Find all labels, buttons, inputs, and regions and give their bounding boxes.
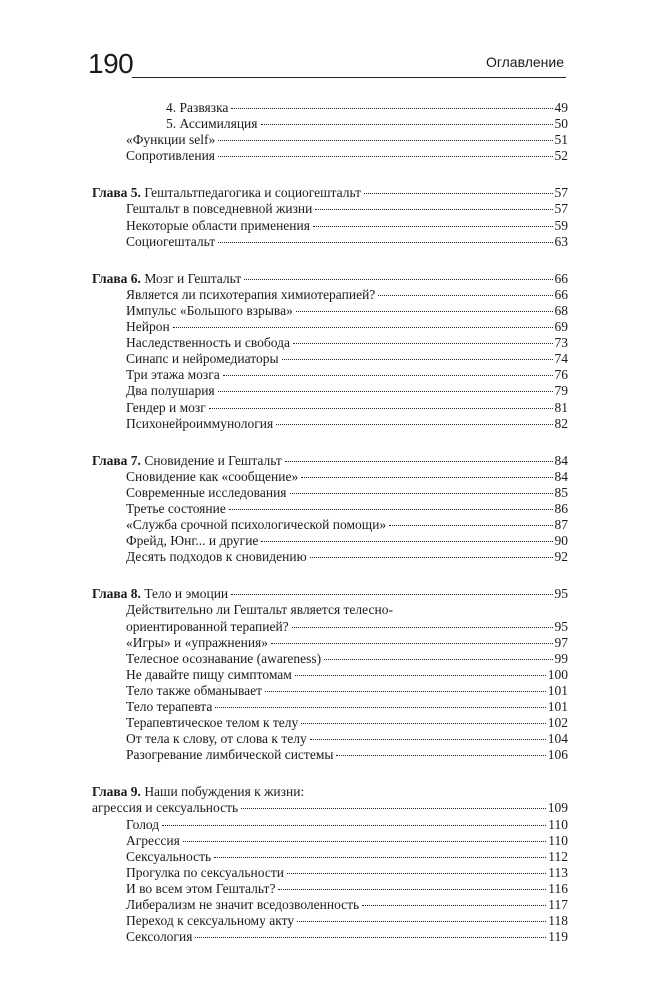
toc-entry-text: Наши побуждения к жизни:	[140, 784, 305, 800]
toc-entry-line	[92, 116, 568, 132]
toc-entry-line	[92, 416, 568, 432]
toc-entry-text: Является ли психотерапия химиотерапией?	[126, 286, 376, 302]
toc-block	[92, 271, 568, 432]
block-gap	[92, 565, 568, 586]
toc-entry-text: Сексуальность	[126, 848, 212, 864]
toc-entry-text: 4. Развязка	[166, 100, 229, 115]
toc-entry-text: Два полушария	[126, 383, 215, 399]
dot-leader	[292, 627, 553, 628]
toc-entry-text: Прогулка по сексуальности	[126, 864, 284, 880]
toc-entry-line	[92, 303, 568, 319]
toc-entry-label	[126, 416, 273, 432]
toc-entry-text: Гештальтпедагогика и социогештальт	[140, 185, 362, 201]
toc-entry-line	[92, 699, 568, 715]
dot-leader	[183, 841, 546, 842]
dot-leader	[293, 343, 552, 344]
toc-page-number: 110	[548, 832, 568, 848]
toc-entry-label	[126, 683, 262, 699]
toc-entry-line	[92, 218, 568, 234]
toc-chapter-line	[92, 784, 568, 800]
dot-leader	[276, 424, 552, 425]
toc-entry-line	[92, 897, 568, 913]
toc-entry-label	[126, 731, 307, 747]
toc-page-number: 95	[554, 586, 568, 602]
toc-entry-text: Сексология	[126, 929, 193, 945]
toc-entry-line	[92, 485, 568, 501]
toc-entry-text: Телесное осознавание (awareness)	[126, 650, 322, 666]
toc-page-number: 73	[554, 335, 568, 351]
dot-leader	[290, 493, 553, 494]
page-number: 190	[88, 48, 134, 79]
toc-page-number: 95	[554, 618, 568, 634]
toc-page-number: 104	[547, 731, 568, 747]
toc-page-number: 113	[548, 864, 568, 880]
toc-page-number: 110	[548, 816, 568, 832]
dot-leader	[310, 557, 553, 558]
toc-entry-line	[92, 319, 568, 335]
toc-entry-label	[126, 667, 292, 683]
toc-entry-label	[126, 287, 375, 303]
toc-page-number: 74	[554, 351, 568, 367]
toc-entry-text: Гендер и мозг	[126, 399, 206, 415]
block-gap	[92, 164, 568, 185]
toc-page-number: 57	[554, 185, 568, 201]
dot-leader	[218, 242, 552, 243]
toc-entry-text: Терапевтическое телом к телу	[126, 715, 299, 731]
toc-page-number: 76	[554, 367, 568, 383]
toc-page-number: 49	[554, 100, 568, 115]
toc-page-number: 117	[548, 897, 568, 913]
toc-entry-text: Сновидение и Гештальт	[140, 452, 282, 468]
toc-entry-line	[92, 602, 568, 618]
toc-page-number: 109	[547, 800, 568, 816]
toc-page-number: 100	[547, 666, 568, 682]
toc-entry-text: Десять подходов к сновидению	[126, 549, 307, 565]
toc-page-number: 106	[547, 747, 568, 763]
toc-entry-label	[126, 849, 211, 865]
dot-leader	[278, 889, 546, 890]
toc-page-number: 87	[554, 517, 568, 533]
toc-entry-text: Тело также обманывает	[126, 682, 263, 698]
toc-entry-text: Наследственность и свобода	[126, 335, 291, 351]
toc-entry-line	[92, 731, 568, 747]
toc-entry-line	[92, 400, 568, 416]
dot-leader	[389, 525, 552, 526]
dot-leader	[261, 541, 552, 542]
toc-entry-line	[92, 549, 568, 565]
toc-entry-label	[126, 833, 180, 849]
toc-page-number: 101	[547, 699, 568, 714]
dot-leader	[209, 408, 553, 409]
header-rule	[132, 77, 566, 78]
toc-entry-text: Социогештальт	[126, 233, 216, 249]
toc-entry-line	[92, 132, 568, 148]
toc-entry-line	[92, 817, 568, 833]
dot-leader	[364, 193, 552, 194]
toc-entry-text: Действительно ли Гештальт является телесно-	[126, 602, 393, 618]
toc-page-number: 99	[554, 650, 568, 666]
toc-entry-text: «Функции self»	[126, 132, 216, 148]
toc-entry-line	[92, 335, 568, 351]
toc-page-number: 92	[554, 549, 568, 565]
toc-entry-line	[92, 683, 568, 699]
chapter-prefix: Глава 9.	[92, 784, 141, 800]
toc-page-number: 84	[554, 452, 568, 468]
toc-entry-label	[166, 100, 228, 116]
toc-entry-line	[92, 913, 568, 929]
toc-entry-text: Фрейд, Юнг... и другие	[126, 533, 259, 549]
toc-entry-line	[92, 715, 568, 731]
toc-entry-text: Гештальт в повседневной жизни	[126, 201, 313, 217]
toc-entry-line	[92, 201, 568, 217]
toc-chapter-line	[92, 586, 568, 602]
dot-leader	[261, 124, 553, 125]
toc-entry-line	[92, 833, 568, 849]
toc-page-number: 101	[547, 682, 568, 698]
toc-entry-text: Не давайте пищу симптомам	[126, 666, 292, 682]
toc-entry-label	[126, 218, 310, 234]
dot-leader	[297, 921, 546, 922]
toc-entry-label	[126, 201, 312, 217]
toc-entry-text: Сновидение как «сообщение»	[126, 468, 299, 484]
toc-page-number: 81	[554, 399, 568, 415]
toc-entry-text: Тело и эмоции	[140, 586, 229, 602]
toc-entry-line	[92, 367, 568, 383]
toc-entry-label	[92, 800, 238, 816]
dot-leader	[301, 477, 552, 478]
dot-leader	[229, 509, 553, 510]
toc-entry-line	[92, 100, 568, 116]
toc-entry-line	[92, 635, 568, 651]
toc-entry-line	[92, 667, 568, 683]
toc-entry-label	[92, 185, 361, 201]
toc-entry-text: Мозг и Гештальт	[140, 270, 242, 286]
chapter-prefix: Глава 6.	[92, 270, 141, 286]
toc-chapter-line	[92, 185, 568, 201]
toc-entry-line	[92, 383, 568, 399]
toc-entry-label	[126, 485, 287, 501]
toc-entry-line	[92, 351, 568, 367]
toc-entry-label	[126, 319, 170, 335]
dot-leader	[265, 691, 546, 692]
toc-entry-label	[126, 602, 393, 618]
toc-entry-line	[92, 287, 568, 303]
toc-entry-line	[92, 469, 568, 485]
toc-page-number: 86	[554, 500, 568, 516]
toc-entry-label	[126, 234, 215, 250]
dot-leader	[287, 873, 546, 874]
toc-entry-label	[126, 865, 284, 881]
toc-entry-label	[126, 897, 359, 913]
toc-entry-label	[126, 881, 275, 897]
toc-entry-line	[92, 501, 568, 517]
toc-page-number: 118	[548, 913, 568, 929]
dot-leader	[173, 327, 553, 328]
toc-entry-label	[92, 784, 304, 800]
toc-page-number: 102	[547, 715, 568, 731]
toc-entry-label	[126, 715, 298, 731]
toc-entry-text: агрессия и сексуальность	[92, 800, 239, 816]
toc-entry-label	[126, 635, 268, 651]
dot-leader	[218, 391, 553, 392]
toc-entry-text: Голод	[126, 816, 160, 832]
toc-page-number: 90	[554, 533, 568, 549]
toc-page-number: 116	[548, 880, 568, 896]
toc-page-number: 50	[554, 116, 568, 132]
toc-entry-label	[126, 400, 206, 416]
dot-leader	[214, 857, 546, 858]
toc-page-number: 97	[554, 634, 568, 650]
toc-page-number: 66	[554, 286, 568, 302]
toc-entry-text: «Служба срочной психологической помощи»	[126, 517, 387, 533]
toc-entry-label	[126, 351, 279, 367]
toc-entry-label	[126, 303, 293, 319]
dot-leader	[315, 209, 552, 210]
dot-leader	[231, 594, 552, 595]
toc-entry-text: Нейрон	[126, 319, 170, 335]
toc-entry-label	[126, 533, 258, 549]
dot-leader	[285, 461, 553, 462]
toc-block	[92, 185, 568, 249]
dot-leader	[324, 659, 552, 660]
toc-page-number: 52	[554, 148, 568, 164]
toc-page-number: 79	[554, 383, 568, 399]
toc-entry-text: Психонейроиммунология	[126, 415, 274, 431]
toc-entry-line	[92, 619, 568, 635]
toc-entry-text: Синапс и нейромедиаторы	[126, 351, 279, 367]
toc-entry-text: Разогревание лимбической системы	[126, 747, 334, 763]
toc-entry-label	[126, 817, 159, 833]
toc-entry-label	[92, 453, 282, 469]
toc-entry-text: От тела к слову, от слова к телу	[126, 731, 307, 747]
toc-entry-text: Некоторые области применения	[126, 217, 310, 233]
toc-page-number: 85	[554, 484, 568, 500]
toc-page-number: 82	[554, 415, 568, 431]
dot-leader	[296, 311, 553, 312]
toc-entry-label	[92, 271, 241, 287]
toc-entry-text: Сопротивления	[126, 148, 216, 164]
dot-leader	[218, 140, 552, 141]
toc-entry-line	[92, 517, 568, 533]
toc-entry-line	[92, 849, 568, 865]
toc-entry-line	[92, 533, 568, 549]
toc-entry-text: ориентированной терапией?	[126, 618, 289, 634]
toc-block	[92, 100, 568, 164]
chapter-prefix: Глава 7.	[92, 452, 141, 468]
toc-entry-label	[126, 651, 321, 667]
block-gap	[92, 250, 568, 271]
toc-entry-line	[92, 148, 568, 164]
toc-entry-label	[126, 469, 298, 485]
chapter-prefix: Глава 5.	[92, 185, 141, 201]
dot-leader	[218, 156, 552, 157]
toc-chapter-line	[92, 453, 568, 469]
block-gap	[92, 432, 568, 453]
dot-leader	[195, 937, 546, 938]
running-title: Оглавление	[485, 54, 564, 70]
toc-entry-label	[126, 929, 192, 945]
toc-entry-label	[126, 913, 294, 929]
toc-page-number: 69	[554, 319, 568, 335]
toc-entry-label	[166, 116, 258, 132]
dot-leader	[215, 707, 545, 708]
dot-leader	[223, 375, 553, 376]
dot-leader	[362, 905, 546, 906]
dot-leader	[336, 755, 545, 756]
toc-page-number: 68	[554, 302, 568, 318]
toc-entry-label	[126, 517, 386, 533]
dot-leader	[301, 723, 545, 724]
toc-entry-text: Современные исследования	[126, 484, 287, 500]
dot-leader	[282, 359, 553, 360]
toc-page-number: 63	[554, 233, 568, 249]
toc-entry-label	[126, 747, 333, 763]
dot-leader	[231, 108, 552, 109]
table-of-contents	[92, 100, 568, 945]
dot-leader	[241, 808, 546, 809]
dot-leader	[162, 825, 546, 826]
toc-entry-text: Третье состояние	[126, 500, 226, 516]
toc-entry-text: «Игры» и «упражнения»	[126, 634, 269, 650]
dot-leader	[313, 226, 553, 227]
toc-entry-line	[92, 747, 568, 763]
toc-entry-text: Агрессия	[126, 832, 180, 848]
toc-entry-label	[126, 383, 215, 399]
toc-entry-label	[126, 148, 215, 164]
toc-entry-text: Импульс «Большого взрыва»	[126, 302, 293, 318]
toc-page-number: 59	[554, 217, 568, 233]
toc-entry-line	[92, 865, 568, 881]
dot-leader	[295, 675, 546, 676]
toc-block	[92, 784, 568, 945]
toc-entry-line	[92, 881, 568, 897]
toc-chapter-line	[92, 271, 568, 287]
block-gap	[92, 763, 568, 784]
dot-leader	[244, 279, 552, 280]
toc-entry-text: Переход к сексуальному акту	[126, 913, 295, 929]
toc-entry-line	[92, 651, 568, 667]
toc-entry-text: 5. Ассимиляция	[166, 116, 258, 132]
chapter-prefix: Глава 8.	[92, 586, 141, 602]
toc-entry-label	[126, 132, 215, 148]
toc-entry-line	[92, 234, 568, 250]
dot-leader	[378, 295, 552, 296]
toc-chapter-line	[92, 800, 568, 816]
toc-page-number: 66	[554, 270, 568, 286]
toc-page-number: 84	[554, 468, 568, 484]
toc-entry-label	[126, 367, 220, 383]
toc-page-number: 57	[554, 201, 568, 217]
toc-entry-line	[92, 929, 568, 945]
dot-leader	[271, 643, 552, 644]
toc-page-number: 51	[554, 132, 568, 148]
dot-leader	[310, 739, 546, 740]
toc-block	[92, 453, 568, 566]
toc-entry-label	[126, 549, 307, 565]
toc-page-number: 119	[548, 929, 568, 945]
toc-entry-text: Либерализм не значит вседозволенность	[126, 897, 360, 913]
toc-page-number: 112	[548, 848, 568, 864]
toc-entry-text: И во всем этом Гештальт?	[126, 880, 276, 896]
toc-block	[92, 586, 568, 763]
toc-entry-label	[126, 335, 290, 351]
toc-entry-text: Три этажа мозга	[126, 367, 220, 383]
toc-entry-label	[126, 619, 289, 635]
toc-entry-text: Тело терапевта	[126, 699, 213, 714]
toc-entry-label	[92, 586, 228, 602]
toc-entry-label	[126, 699, 212, 715]
toc-entry-label	[126, 501, 226, 517]
